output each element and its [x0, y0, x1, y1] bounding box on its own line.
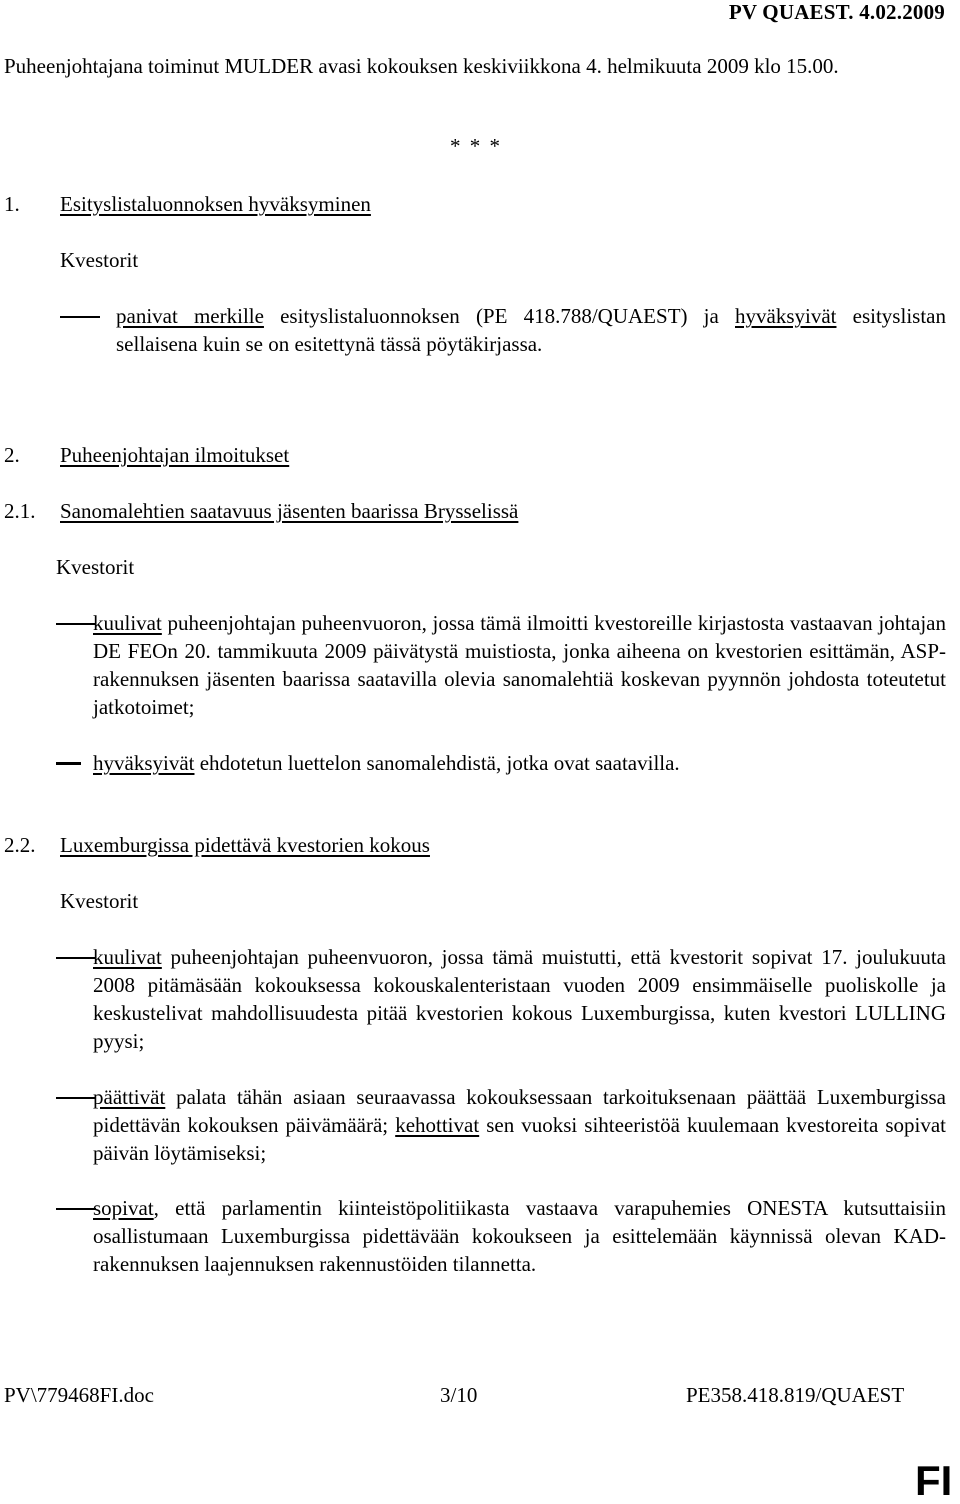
item-2-1-subject: Kvestorit: [56, 555, 135, 579]
decision-text: , että parlamentin kiinteistöpolitiikasta vastaava varapuhemies ONESTA kutsuttaisiin osallistumaan Luxemburgissa pidettävään kokoukseen ja esittelemään käynnissä olevan KAD-rakennuksen laajennuksen rakennustöiden tilannetta.: [93, 1196, 946, 1276]
footer-page-number: 3/10: [440, 1383, 478, 1407]
language-code: FI: [915, 1457, 953, 1504]
item-2-title: Puheenjohtajan ilmoitukset: [60, 443, 290, 467]
item-1-number: 1.: [4, 192, 20, 216]
decision-text: ehdotetun luettelon sanomalehdistä, jotka ovat saatavilla.: [194, 751, 680, 775]
item-2-1-decision-2: [93, 749, 946, 777]
dash-bullet: [60, 316, 100, 318]
item-1-decision-1: [116, 302, 946, 358]
item-2-1-decision-1: [93, 609, 946, 721]
item-2-1-title: Sanomalehtien saatavuus jäsenten baarissa Brysselissä: [60, 499, 519, 523]
section-separator: * * *: [450, 134, 502, 158]
decision-verb: päättivät: [93, 1085, 166, 1109]
decision-verb: kuulivat: [93, 945, 162, 969]
item-1-subject: Kvestorit: [60, 248, 139, 272]
decision-text: puheenjohtajan puheenvuoron, jossa tämä ilmoitti kvestoreille kirjastosta vastaavan johtajan DE FEOn 20. tammikuuta 2009 päivätystä muistiosta, jonka aiheena on kvestorien esittämän, ASP-rakennuksen jäsenten baarissa saatavilla olevia sanomalehtiä koskevan pyynnön johdosta toteutetut jatkotoimet;: [93, 611, 946, 719]
decision-text-2: esityslistan sellaisena kuin se on esitettynä tässä pöytäkirjassa.: [116, 304, 946, 356]
meeting-opening-paragraph: Puheenjohtajana toiminut MULDER avasi kokouksen keskiviikkona 4. helmikuuta 2009 klo 15.00.: [4, 54, 839, 78]
item-2-2-title: Luxemburgissa pidettävä kvestorien kokous: [60, 833, 430, 857]
dash-bullet: [56, 762, 81, 765]
decision-verb: kuulivat: [93, 611, 162, 635]
item-2-2-decision-1: [93, 943, 946, 1055]
dash-bullet: [56, 623, 96, 625]
footer-reference: PE358.418.819/QUAEST: [686, 1383, 905, 1407]
decision-text: puheenjohtajan puheenvuoron, jossa tämä muistutti, että kvestorit sopivat 17. joulukuuta 2008 pitämäsään kokouksessa kokouskalenteristaan vuoden 2009 ensimmäiselle puoliskolle ja keskustelivat mahdollisuudesta pitää kvestorien kokous Luxemburgissa, kuten kvestori LULLING pyysi;: [93, 945, 946, 1053]
header-reference: PV QUAEST. 4.02.2009: [728, 0, 945, 24]
item-2-2-number: 2.2.: [4, 833, 36, 857]
dash-bullet: [56, 1208, 96, 1210]
decision-verb: sopivat: [93, 1196, 154, 1220]
item-1-title: Esityslistaluonnoksen hyväksyminen: [60, 192, 371, 216]
decision-verb: hyväksyivät: [93, 751, 195, 775]
item-2-2-decision-3: [93, 1194, 946, 1278]
item-2-1-number: 2.1.: [4, 499, 36, 523]
item-2-number: 2.: [4, 443, 20, 467]
decision-text: palata tähän asiaan seuraavassa kokouksessaan tarkoituksenaan päättää Luxemburgissa pidettävän kokouksen päivämäärä;: [93, 1085, 946, 1137]
footer-document-name: PV\779468FI.doc: [4, 1383, 154, 1407]
dash-bullet: [56, 957, 96, 959]
item-2-2-decision-2: [93, 1083, 946, 1167]
decision-text: esityslistaluonnoksen (PE 418.788/QUAEST) ja: [263, 304, 735, 328]
decision-verb: panivat merkille: [116, 304, 264, 328]
decision-verb-2: hyväksyivät: [735, 304, 837, 328]
dash-bullet: [56, 1097, 96, 1099]
decision-text-2: sen vuoksi sihteeristöä kuulemaan kvestoreita sopivat päivän löytämiseksi;: [93, 1113, 946, 1165]
item-2-2-subject: Kvestorit: [60, 889, 139, 913]
decision-verb-2: kehottivat: [395, 1113, 480, 1137]
